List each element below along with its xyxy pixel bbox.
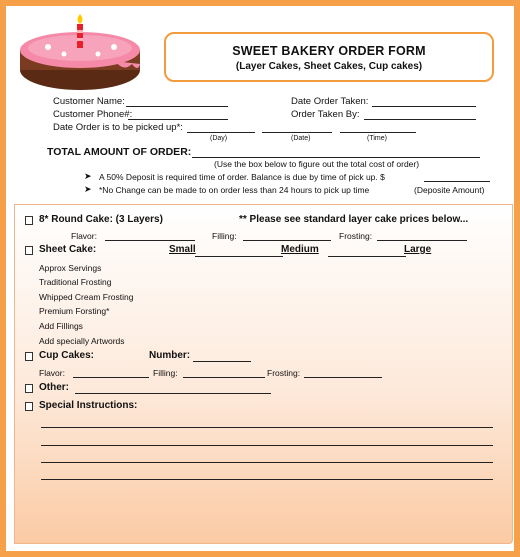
deposit-amount-caption: (Deposite Amount) bbox=[414, 185, 485, 195]
cup-filling-field[interactable] bbox=[183, 377, 265, 378]
special-instructions-line[interactable] bbox=[41, 445, 493, 446]
total-note: (Use the box below to figure out the total cost of order) bbox=[214, 159, 420, 169]
sheet-row-label: Add specially Artwords bbox=[39, 336, 125, 346]
sheet-row-label: Add Fillings bbox=[39, 321, 83, 331]
deposit-amount-field[interactable] bbox=[424, 181, 490, 182]
sheet-cake-label: Sheet Cake: bbox=[39, 244, 97, 255]
customer-phone-label: Customer Phone#: bbox=[53, 109, 133, 120]
sheet-row-label: Approx Servings bbox=[39, 263, 102, 273]
round-flavor-label: Flavor: bbox=[71, 231, 97, 241]
date-taken-label: Date Order Taken: bbox=[291, 96, 369, 107]
total-amount-label: TOTAL AMOUNT OF ORDER: bbox=[47, 146, 192, 158]
cup-filling-label: Filling: bbox=[153, 368, 178, 378]
birthday-cake-icon bbox=[18, 14, 142, 92]
date-taken-field[interactable] bbox=[372, 106, 476, 107]
cup-flavor-label: Flavor: bbox=[39, 368, 65, 378]
deposit-rule: A 50% Deposit is required time of order. Balance is due by time of pick up. $ bbox=[99, 172, 385, 182]
total-amount-field[interactable] bbox=[192, 157, 480, 158]
time-caption: (Time) bbox=[367, 135, 387, 142]
taken-by-field[interactable] bbox=[364, 119, 476, 120]
special-instructions-line[interactable] bbox=[41, 462, 493, 463]
arrow-bullet-icon: ➤ bbox=[84, 171, 92, 181]
cup-cakes-label: Cup Cakes: bbox=[39, 350, 95, 361]
sheet-row-label: Whipped Cream Frosting bbox=[39, 292, 134, 302]
special-instructions-line[interactable] bbox=[41, 427, 493, 428]
sheet-cake-checkbox[interactable] bbox=[25, 246, 33, 255]
form-title: SWEET BAKERY ORDER FORM bbox=[232, 44, 426, 58]
pickup-date-label: Date Order is to be picked up*: bbox=[53, 122, 183, 133]
change-rule: *No Change can be made to on order less than 24 hours to pick up time bbox=[99, 185, 370, 195]
cup-flavor-field[interactable] bbox=[73, 377, 149, 378]
taken-by-label: Order Taken By: bbox=[291, 109, 360, 120]
date-caption: (Date) bbox=[291, 135, 311, 142]
customer-name-field[interactable] bbox=[126, 106, 228, 107]
customer-phone-field[interactable] bbox=[128, 119, 228, 120]
cup-cakes-checkbox[interactable] bbox=[25, 352, 33, 361]
cup-number-field[interactable] bbox=[193, 361, 251, 362]
form-subtitle: (Layer Cakes, Sheet Cakes, Cup cakes) bbox=[235, 61, 423, 72]
round-flavor-field[interactable] bbox=[105, 240, 195, 241]
day-caption: (Day) bbox=[210, 135, 228, 142]
round-filling-label: Filling: bbox=[212, 231, 237, 241]
special-instructions-line[interactable] bbox=[41, 479, 493, 480]
pickup-time-field[interactable] bbox=[340, 132, 416, 133]
other-label: Other: bbox=[39, 382, 69, 393]
pickup-day-field[interactable] bbox=[187, 132, 255, 133]
round-frosting-field[interactable] bbox=[377, 240, 467, 241]
cup-frosting-field[interactable] bbox=[304, 377, 382, 378]
round-filling-field[interactable] bbox=[243, 240, 331, 241]
pickup-date-field[interactable] bbox=[262, 132, 332, 133]
customer-name-label: Customer Name: bbox=[53, 96, 125, 107]
order-details-panel bbox=[14, 204, 513, 544]
round-frosting-label: Frosting: bbox=[339, 231, 373, 241]
round-cake-checkbox[interactable] bbox=[25, 216, 33, 225]
special-instructions-checkbox[interactable] bbox=[25, 402, 33, 411]
arrow-bullet-icon: ➤ bbox=[84, 184, 92, 194]
other-field[interactable] bbox=[75, 393, 271, 394]
title-box bbox=[164, 32, 494, 82]
size-small-header: Small bbox=[169, 244, 196, 255]
special-instructions-label: Special Instructions: bbox=[39, 400, 138, 411]
size-large-header: Large bbox=[404, 244, 432, 255]
order-form-page bbox=[6, 6, 514, 551]
cup-frosting-label: Frosting: bbox=[267, 368, 301, 378]
round-cake-note: ** Please see standard layer cake prices below... bbox=[239, 214, 469, 225]
sheet-row-label: Premium Forsting* bbox=[39, 306, 110, 316]
cup-number-label: Number: bbox=[149, 350, 191, 361]
size-medium-header: Medium bbox=[281, 244, 319, 255]
sheet-row-label: Traditional Frosting bbox=[39, 277, 112, 287]
size-header-line bbox=[195, 256, 283, 257]
size-header-line bbox=[328, 256, 406, 257]
round-cake-label: 8* Round Cake: (3 Layers) bbox=[39, 214, 163, 225]
other-checkbox[interactable] bbox=[25, 384, 33, 393]
